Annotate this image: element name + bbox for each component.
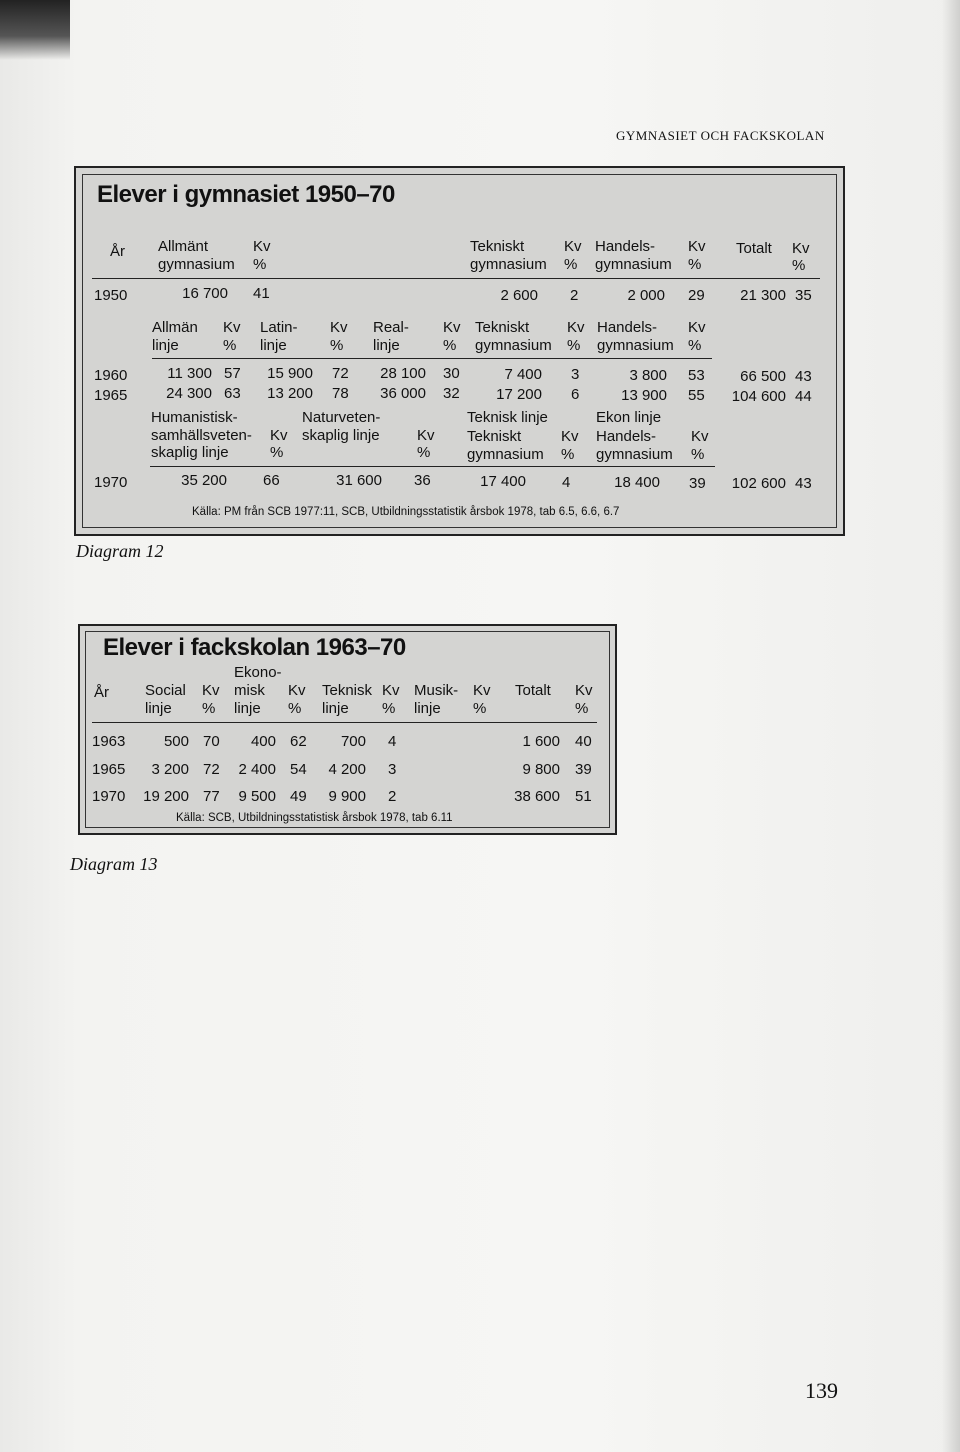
table-cell: 17 400 (480, 473, 526, 490)
table-cell: 29 (688, 287, 705, 304)
header-real: linje (373, 337, 400, 354)
table-cell: 9 800 (522, 761, 560, 778)
header-ar: År (94, 684, 109, 701)
header-kv: % (575, 700, 589, 717)
header-kv: Kv (564, 238, 582, 255)
table-cell: 4 (562, 474, 571, 491)
header-totalt: Totalt (736, 240, 772, 257)
header-real: Real- (373, 319, 409, 336)
table-cell: 4 (388, 733, 397, 750)
header-handels: gymnasium (597, 337, 674, 354)
table-cell: 11 300 (167, 365, 212, 382)
diagram12-title: Elever i gymnasiet 1950–70 (97, 181, 395, 208)
header-musik: linje (414, 700, 441, 717)
row-year: 1970 (94, 474, 128, 491)
header-social: linje (145, 700, 172, 717)
header-ekon-linje: Ekon linje (596, 409, 662, 426)
header-kv: % (688, 337, 702, 354)
header-teknisk-linje: gymnasium (467, 446, 544, 463)
table-cell: 72 (332, 365, 349, 382)
header-naturvet: Naturveten- (302, 409, 381, 426)
header-latin: Latin- (260, 319, 298, 336)
rule (152, 358, 712, 359)
header-kv: Kv (691, 428, 709, 445)
header-naturvet: skaplig linje (302, 427, 380, 444)
header-kv: Kv (688, 238, 706, 255)
header-musik: Musik- (414, 682, 459, 699)
table-cell: 18 400 (614, 474, 660, 491)
table-cell: 39 (575, 761, 592, 778)
header-ekon-linje: Handels- (596, 428, 657, 445)
header-kv: % (330, 337, 344, 354)
header-tekniskt: gymnasium (475, 337, 552, 354)
table-cell: 4 200 (328, 761, 366, 778)
row-year: 1965 (92, 761, 126, 778)
table-cell: 24 300 (166, 385, 212, 402)
header-latin: linje (260, 337, 287, 354)
diagram12-caption: Diagram 12 (76, 541, 164, 561)
table-cell: 44 (795, 388, 812, 405)
header-humanistisk: samhällsveten- (151, 427, 252, 444)
header-teknisk-linje: Teknisk linje (467, 409, 548, 426)
header-teknisk-linje: Tekniskt (467, 428, 522, 445)
table-cell: 9 900 (328, 788, 366, 805)
table-cell: 102 600 (731, 475, 786, 492)
table-cell: 7 400 (504, 366, 542, 383)
table-cell: 77 (203, 788, 220, 805)
header-kv: Kv (288, 682, 306, 699)
header-kv: Kv (382, 682, 400, 699)
header-kv: Kv (270, 427, 288, 444)
table-cell: 2 400 (238, 761, 276, 778)
header-social: Social (145, 682, 186, 699)
diagram13-source: Källa: SCB, Utbildningsstatistisk årsbok 1978, tab 6.11 (176, 812, 453, 824)
table-cell: 63 (224, 385, 241, 402)
header-kv: % (567, 337, 581, 354)
header-kv: Kv (575, 682, 593, 699)
header-handels: gymnasium (595, 256, 672, 273)
table-cell: 13 200 (267, 385, 313, 402)
table-cell: 28 100 (380, 365, 426, 382)
header-ekon-linje: gymnasium (596, 446, 673, 463)
header-humanistisk: skaplig linje (151, 444, 229, 461)
table-cell: 15 900 (267, 365, 313, 382)
header-ekonomisk: misk (234, 682, 265, 699)
header-humanistisk: Humanistisk- (151, 409, 238, 426)
header-handels: Handels- (597, 319, 658, 336)
table-cell: 32 (443, 385, 460, 402)
table-cell: 40 (575, 733, 592, 750)
table-cell: 13 900 (621, 387, 667, 404)
header-ar: År (110, 243, 125, 260)
running-header: GYMNASIET OCH FACKSKOLAN (616, 128, 825, 143)
header-kv: % (253, 256, 267, 273)
table-cell: 49 (290, 788, 307, 805)
table-cell: 400 (250, 733, 276, 750)
header-tekniskt: Tekniskt (470, 238, 525, 255)
table-cell: 55 (688, 387, 705, 404)
row-year: 1960 (94, 367, 128, 384)
table-cell: 38 600 (514, 788, 560, 805)
diagram13-title: Elever i fackskolan 1963–70 (103, 634, 406, 661)
table-cell: 1 600 (522, 733, 560, 750)
table-cell: 43 (795, 368, 812, 385)
header-kv: % (688, 256, 702, 273)
header-kv: % (202, 700, 216, 717)
page-number: 139 (805, 1378, 838, 1403)
table-cell: 62 (290, 733, 307, 750)
page-shadow (0, 0, 70, 60)
table-cell: 104 600 (731, 388, 786, 405)
table-cell: 9 500 (238, 788, 276, 805)
table-cell: 19 200 (143, 788, 189, 805)
table-cell: 3 (571, 366, 580, 383)
diagram13-caption: Diagram 13 (70, 854, 158, 874)
header-kv: % (473, 700, 487, 717)
table-cell: 36 (414, 472, 431, 489)
table-cell: 43 (795, 475, 812, 492)
table-cell: 66 500 (740, 368, 786, 385)
table-cell: 17 200 (496, 386, 542, 403)
header-kv: % (564, 256, 578, 273)
table-cell: 3 800 (629, 367, 667, 384)
header-kv: Kv (443, 319, 461, 336)
table-cell: 3 200 (151, 761, 189, 778)
row-year: 1950 (94, 287, 128, 304)
header-kv: Kv (567, 319, 585, 336)
header-tekniskt: Tekniskt (475, 319, 530, 336)
table-cell: 700 (340, 733, 366, 750)
header-allmant: Allmänt (158, 238, 209, 255)
header-kv: % (443, 337, 457, 354)
header-teknisk: Teknisk (322, 682, 373, 699)
header-handels: Handels- (595, 238, 656, 255)
table-cell: 16 700 (182, 285, 228, 302)
header-teknisk: linje (322, 700, 349, 717)
table-cell: 51 (575, 788, 592, 805)
table-cell: 41 (253, 285, 270, 302)
header-kv: % (288, 700, 302, 717)
header-kv: Kv (792, 240, 810, 257)
header-kv: Kv (223, 319, 241, 336)
header-allman: Allmän (152, 319, 198, 336)
page-edge (942, 0, 960, 1452)
header-kv: Kv (330, 319, 348, 336)
header-kv: % (561, 446, 575, 463)
header-kv: Kv (561, 428, 579, 445)
header-kv: % (417, 444, 431, 461)
rule (92, 278, 820, 279)
table-cell: 2 600 (500, 287, 538, 304)
header-kv: % (382, 700, 396, 717)
table-cell: 39 (689, 475, 706, 492)
table-cell: 21 300 (740, 287, 786, 304)
table-cell: 35 200 (181, 472, 227, 489)
table-cell: 500 (163, 733, 189, 750)
table-cell: 54 (290, 761, 307, 778)
table-cell: 66 (263, 472, 280, 489)
header-kv: % (223, 337, 237, 354)
header-kv: % (792, 257, 806, 274)
row-year: 1965 (94, 387, 128, 404)
table-cell: 57 (224, 365, 241, 382)
table-cell: 2 (388, 788, 397, 805)
header-ekonomisk: Ekono- (234, 664, 282, 681)
rule (150, 466, 715, 467)
diagram12-source: Källa: PM från SCB 1977:11, SCB, Utbildningsstatistik årsbok 1978, tab 6.5, 6.6, 6.7 (192, 506, 620, 518)
header-kv: Kv (202, 682, 220, 699)
header-kv: % (270, 444, 284, 461)
header-tekniskt: gymnasium (470, 256, 547, 273)
row-year: 1963 (92, 733, 126, 750)
header-kv: Kv (688, 319, 706, 336)
rule (92, 722, 597, 723)
table-cell: 70 (203, 733, 220, 750)
header-kv: % (691, 446, 705, 463)
header-allmant: gymnasium (158, 256, 235, 273)
table-cell: 2 000 (627, 287, 665, 304)
header-totalt: Totalt (515, 682, 551, 699)
table-cell: 35 (795, 287, 812, 304)
header-kv: Kv (473, 682, 491, 699)
table-cell: 78 (332, 385, 349, 402)
header-kv: Kv (417, 427, 435, 444)
table-cell: 72 (203, 761, 220, 778)
table-cell: 30 (443, 365, 460, 382)
table-cell: 3 (388, 761, 397, 778)
table-cell: 36 000 (380, 385, 426, 402)
header-kv: Kv (253, 238, 271, 255)
row-year: 1970 (92, 788, 126, 805)
table-cell: 2 (570, 287, 579, 304)
table-cell: 53 (688, 367, 705, 384)
table-cell: 31 600 (336, 472, 382, 489)
table-cell: 6 (571, 386, 580, 403)
header-ekonomisk: linje (234, 700, 261, 717)
header-allman: linje (152, 337, 179, 354)
